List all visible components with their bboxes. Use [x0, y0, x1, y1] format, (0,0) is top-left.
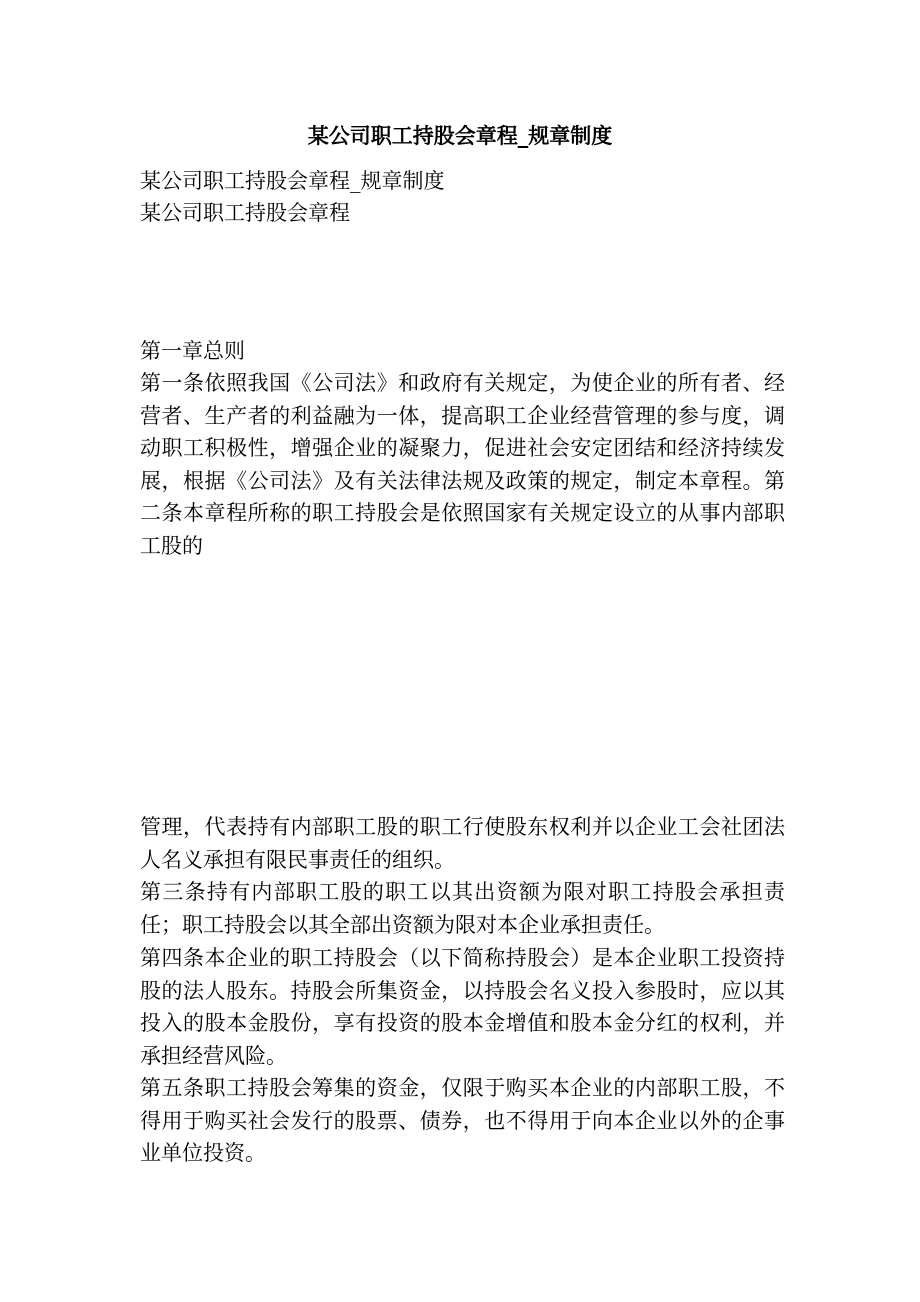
article-4-paragraph: 第四条本企业的职工持股会（以下简称持股会）是本企业职工投资持股的法人股东。持股会所集资金，以持股会名义投入参股时，应以其投入的股本金股份，享有投资的股本金增值和股本金分红的权利，并承担经营风险。	[140, 946, 785, 1068]
article-3-paragraph: 第三条持有内部职工股的职工以其出资额为限对职工持股会承担责任；职工持股会以其全部出资额为限对本企业承担责任。	[140, 880, 785, 937]
article-1-paragraph: 第一条依照我国《公司法》和政府有关规定，为使企业的所有者、经营者、生产者的利益融为一体，提高职工企业经营管理的参与度，调动职工积极性，增强企业的凝聚力，促进社会安定团结和经济持续发展，根据《公司法》及有关法律法规及政策的规定，制定本章程。第二条本章程所称的职工持股会是依照国家有关规定设立的从事内部职工股的	[140, 371, 785, 558]
subtitle-line-1: 某公司职工持股会章程_规章制度	[140, 169, 445, 193]
article-5-paragraph: 第五条职工持股会筹集的资金，仅限于购买本企业的内部职工股，不得用于购买社会发行的股票、债券，也不得用于向本企业以外的企事业单位投资。	[140, 1076, 785, 1166]
document-title: 某公司职工持股会章程_规章制度	[307, 123, 613, 148]
article-2-continuation: 管理，代表持有内部职工股的职工行使股东权利并以企业工会社团法人名义承担有限民事责任的组织。	[140, 815, 785, 872]
chapter-heading: 第一章总则	[140, 339, 245, 363]
subtitle-line-2: 某公司职工持股会章程	[140, 201, 350, 225]
